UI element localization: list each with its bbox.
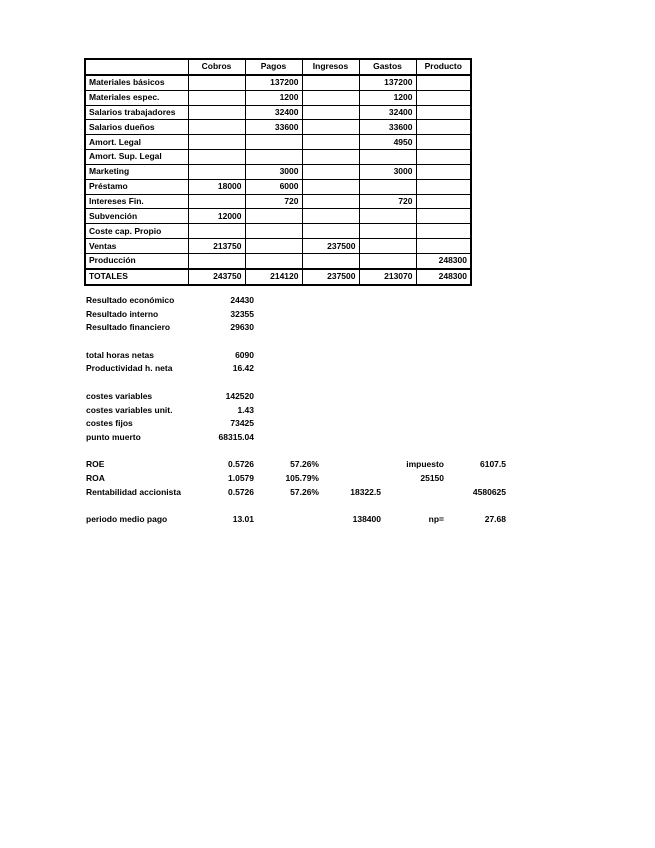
summary-value[interactable]: np= [428, 514, 444, 525]
summary-value[interactable]: 18322.5 [350, 486, 381, 497]
summary-value[interactable]: 16.42 [232, 363, 254, 374]
value-cell[interactable]: 4950 [359, 135, 416, 150]
summary-value[interactable]: 32355 [230, 308, 254, 319]
table-row [85, 239, 471, 254]
value-cell[interactable] [188, 164, 245, 179]
value-cell[interactable] [416, 120, 471, 135]
table-row [85, 105, 471, 120]
value-cell[interactable]: 137200 [245, 75, 302, 90]
summary-label[interactable]: costes fijos [86, 418, 133, 429]
summary-value[interactable]: 1.43 [237, 404, 254, 415]
table-row [85, 75, 471, 90]
value-cell[interactable] [416, 90, 471, 105]
summary-value[interactable]: 27.68 [484, 514, 506, 525]
value-cell[interactable]: 720 [359, 194, 416, 209]
table-row [85, 179, 471, 194]
value-cell[interactable] [302, 179, 359, 194]
value-cell[interactable] [245, 150, 302, 165]
value-cell[interactable] [359, 239, 416, 254]
value-cell[interactable] [416, 179, 471, 194]
summary-value[interactable]: 6107.5 [480, 459, 506, 470]
value-cell[interactable] [359, 150, 416, 165]
header-cell[interactable]: Producto [416, 59, 471, 75]
table-header-row [85, 59, 471, 75]
value-cell[interactable] [416, 105, 471, 120]
value-cell[interactable]: 720 [245, 194, 302, 209]
table-row [85, 253, 471, 268]
summary-label[interactable]: Resultado económico [86, 295, 175, 305]
summary-value[interactable]: 4580625 [472, 486, 506, 497]
value-cell[interactable]: 33600 [359, 120, 416, 135]
value-cell[interactable] [245, 209, 302, 224]
totals-cell[interactable]: 213070 [359, 269, 416, 285]
value-cell[interactable] [416, 75, 471, 90]
value-cell[interactable] [188, 75, 245, 90]
summary-value[interactable]: impuesto [406, 459, 444, 470]
value-cell[interactable] [302, 105, 359, 120]
totals-label[interactable]: TOTALES [85, 269, 188, 285]
summary-label[interactable]: periodo medio pago [86, 514, 168, 525]
summary-value[interactable]: 138400 [352, 514, 381, 525]
row-label-cell[interactable]: Salarios trabajadores [85, 105, 188, 120]
value-cell[interactable] [188, 105, 245, 120]
summary-label[interactable]: Rentabilidad accionista [86, 486, 181, 497]
summary-value[interactable]: 13.01 [232, 514, 254, 525]
value-cell[interactable]: 32400 [245, 105, 302, 120]
value-cell[interactable]: 32400 [359, 105, 416, 120]
value-cell[interactable] [302, 90, 359, 105]
header-cell[interactable] [85, 59, 188, 75]
row-label-cell[interactable]: Intereses Fin. [85, 194, 188, 209]
accounting-table [84, 58, 472, 286]
value-cell[interactable] [188, 120, 245, 135]
header-cell[interactable]: Cobros [188, 59, 245, 75]
summary-label[interactable]: total horas netas [86, 349, 155, 360]
value-cell[interactable] [302, 75, 359, 90]
value-cell[interactable] [302, 194, 359, 209]
row-label-cell[interactable]: Amort. Legal [85, 135, 188, 150]
value-cell[interactable] [188, 194, 245, 209]
value-cell[interactable] [359, 224, 416, 239]
value-cell[interactable] [416, 194, 471, 209]
value-cell[interactable]: 1200 [359, 90, 416, 105]
value-cell[interactable] [188, 224, 245, 239]
totals-row [85, 269, 471, 285]
table-row [85, 135, 471, 150]
value-cell[interactable] [359, 253, 416, 268]
value-cell[interactable]: 3000 [245, 164, 302, 179]
summary-value[interactable]: 29630 [230, 322, 254, 333]
value-cell[interactable] [302, 253, 359, 268]
header-cell[interactable]: Ingresos [302, 59, 359, 75]
totals-cell[interactable]: 248300 [416, 269, 471, 285]
row-label-cell[interactable]: Amort. Sup. Legal [85, 150, 188, 165]
value-cell[interactable] [245, 224, 302, 239]
row-label-cell[interactable]: Ventas [85, 239, 188, 254]
summary-value[interactable]: 25150 [420, 472, 444, 483]
value-cell[interactable] [416, 209, 471, 224]
table-row [85, 224, 471, 239]
row-label-cell[interactable]: Producción [85, 253, 188, 268]
value-cell[interactable] [359, 209, 416, 224]
row-label-cell[interactable]: Materiales básicos [85, 75, 188, 90]
totals-cell[interactable]: 214120 [245, 269, 302, 285]
value-cell[interactable] [302, 150, 359, 165]
value-cell[interactable]: 237500 [302, 239, 359, 254]
summary-label[interactable]: Resultado interno [86, 308, 159, 319]
value-cell[interactable]: 248300 [416, 253, 471, 268]
header-cell[interactable]: Gastos [359, 59, 416, 75]
value-cell[interactable] [245, 253, 302, 268]
value-cell[interactable] [302, 120, 359, 135]
value-cell[interactable] [416, 224, 471, 239]
summary-label[interactable]: costes variables unit. [86, 404, 173, 415]
table-row [85, 150, 471, 165]
summary-value[interactable]: 0.5726 [228, 459, 254, 470]
value-cell[interactable] [302, 164, 359, 179]
row-label-cell[interactable]: Préstamo [85, 179, 188, 194]
value-cell[interactable]: 6000 [245, 179, 302, 194]
summary-label[interactable]: costes variables [86, 390, 153, 401]
table-row [85, 90, 471, 105]
row-label-cell[interactable]: Materiales espec. [85, 90, 188, 105]
value-cell[interactable] [416, 135, 471, 150]
value-cell[interactable] [188, 150, 245, 165]
totals-cell[interactable]: 243750 [188, 269, 245, 285]
summary-value[interactable]: 105.79% [285, 472, 319, 483]
value-cell[interactable] [302, 209, 359, 224]
row-label-cell[interactable]: Salarios dueños [85, 120, 188, 135]
summary-value[interactable]: 57.26% [290, 459, 319, 470]
value-cell[interactable]: 3000 [359, 164, 416, 179]
value-cell[interactable]: 137200 [359, 75, 416, 90]
summary-value[interactable]: 6090 [235, 349, 254, 360]
summary-value[interactable]: 24430 [230, 295, 254, 305]
value-cell[interactable] [416, 150, 471, 165]
value-cell[interactable]: 18000 [188, 179, 245, 194]
value-cell[interactable] [416, 239, 471, 254]
value-cell[interactable] [188, 253, 245, 268]
row-label-cell[interactable]: Subvención [85, 209, 188, 224]
summary-value[interactable]: 57.26% [290, 486, 319, 497]
table-row [85, 209, 471, 224]
value-cell[interactable] [188, 90, 245, 105]
table-row [85, 194, 471, 209]
summary-value[interactable]: 73425 [230, 418, 254, 429]
value-cell[interactable] [302, 135, 359, 150]
summary-value[interactable]: 0.5726 [228, 486, 254, 497]
summary-value[interactable]: 1.0579 [228, 472, 254, 483]
value-cell[interactable] [245, 239, 302, 254]
summary-label[interactable]: Resultado financiero [86, 322, 171, 333]
summary-label[interactable]: ROE [86, 459, 105, 470]
summary-value[interactable]: 68315.04 [218, 431, 254, 442]
value-cell[interactable] [359, 179, 416, 194]
header-cell[interactable]: Pagos [245, 59, 302, 75]
value-cell[interactable]: 33600 [245, 120, 302, 135]
table-row [85, 164, 471, 179]
row-label-cell[interactable]: Marketing [85, 164, 188, 179]
value-cell[interactable] [302, 224, 359, 239]
value-cell[interactable] [416, 164, 471, 179]
value-cell[interactable] [188, 135, 245, 150]
value-cell[interactable]: 12000 [188, 209, 245, 224]
summary-label[interactable]: punto muerto [86, 431, 141, 442]
summary-value[interactable]: 142520 [225, 390, 254, 401]
summary-label[interactable]: ROA [86, 472, 105, 483]
value-cell[interactable]: 1200 [245, 90, 302, 105]
summary-label[interactable]: Productividad h. neta [86, 363, 173, 374]
row-label-cell[interactable]: Coste cap. Propio [85, 224, 188, 239]
totals-cell[interactable]: 237500 [302, 269, 359, 285]
value-cell[interactable] [245, 135, 302, 150]
table-row [85, 120, 471, 135]
value-cell[interactable]: 213750 [188, 239, 245, 254]
